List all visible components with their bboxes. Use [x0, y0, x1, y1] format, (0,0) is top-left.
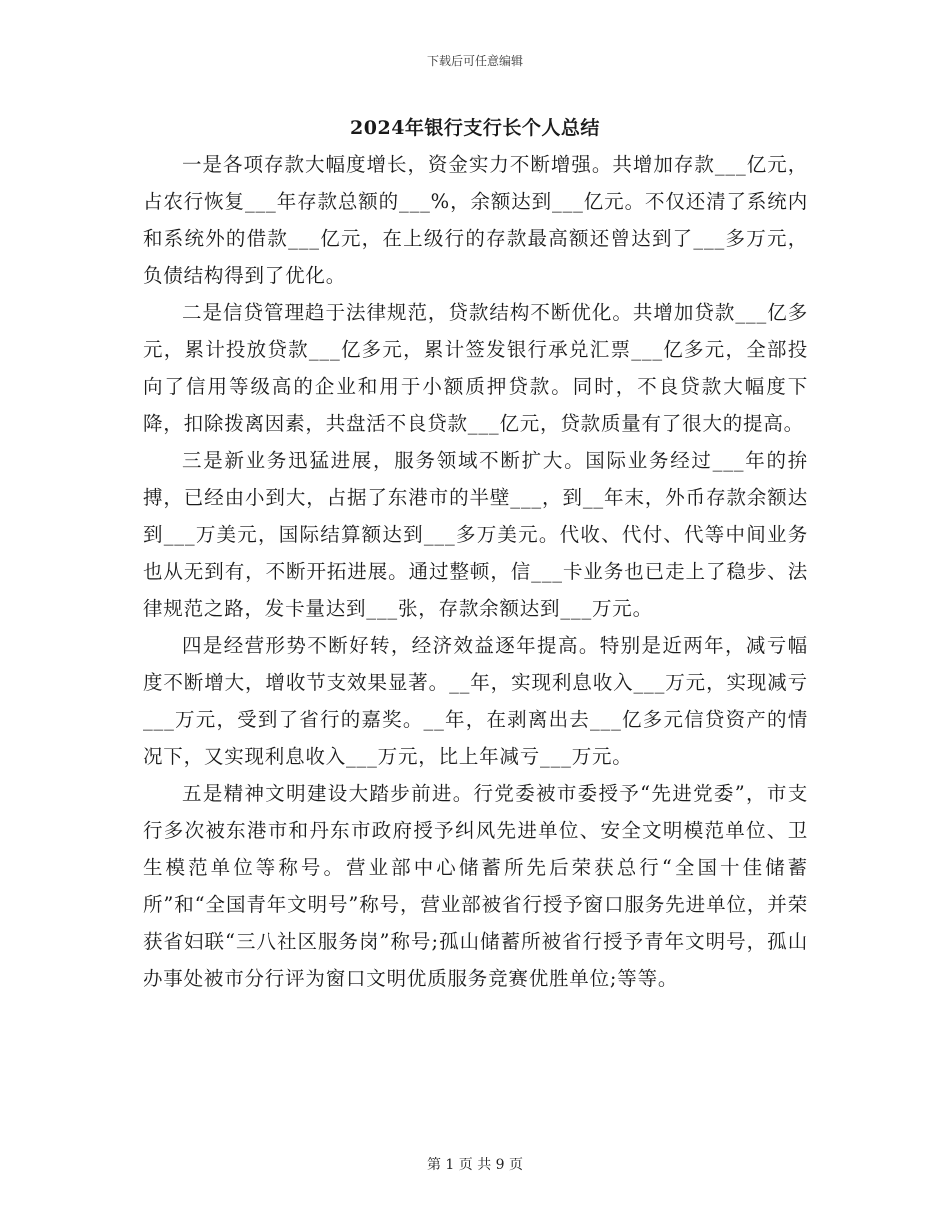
paragraph-operations: 四是经营形势不断好转，经济效益逐年提高。特别是近两年，减亏幅度不断增大，增收节支效果显著。__年，实现利息收入___万元，实现减亏___万元，受到了省行的嘉奖。__年，在剥离出去___亿多元信贷资产的情况下，又实现利息收入___万元，比上年减亏___万元。 — [143, 634, 808, 768]
paragraph-new-business: 三是新业务迅猛进展，服务领域不断扩大。国际业务经过___年的拚搏，已经由小到大，占据了东港市的半壁___，到__年末，外币存款余额达到___万美元，国际结算额达到___多万美元。代收、代付、代等中间业务也从无到有，不断开拓进展。通过整顿，信___卡业务也已走上了稳步、法律规范之路，发卡量达到___张，存款余额达到___万元。 — [143, 449, 808, 620]
page-number: 第 1 页 共 9 页 — [426, 1157, 524, 1173]
paragraph-credit: 二是信贷管理趋于法律规范，贷款结构不断优化。共增加贷款___亿多元，累计投放贷款___亿多元，累计签发银行承兑汇票___亿多元，全部投向了信用等级高的企业和用于小额质押贷款。同时，不良贷款大幅度下降，扣除拨离因素，共盘活不良贷款___亿元，贷款质量有了很大的提高。 — [143, 301, 808, 435]
document-body — [143, 146, 808, 997]
paragraph-deposits: 一是各项存款大幅度增长，资金实力不断增强。共增加存款___亿元，占农行恢复___年存款总额的___%，余额达到___亿元。不仅还清了系统内和系统外的借款___亿元，在上级行的存款最高额还曾达到了___多万元，负债结构得到了优化。 — [143, 153, 808, 287]
header-note: 下载后可任意编辑 — [426, 54, 523, 68]
document-title: 2024年银行支行长个人总结 — [350, 117, 600, 139]
paragraph-civilization: 五是精神文明建设大踏步前进。行党委被市委授予“先进党委”，市支行多次被东港市和丹东市政府授予纠风先进单位、安全文明模范单位、卫生模范单位等称号。营业部中心储蓄所先后荣获总行“全国十佳储蓄所”和“全国青年文明号”称号，营业部被省行授予窗口服务先进单位，并荣获省妇联“三八社区服务岗”称号;孤山储蓄所被省行授予青年文明号，孤山办事处被市分行评为窗口文明优质服务竞赛优胜单位;等等。 — [143, 782, 808, 990]
